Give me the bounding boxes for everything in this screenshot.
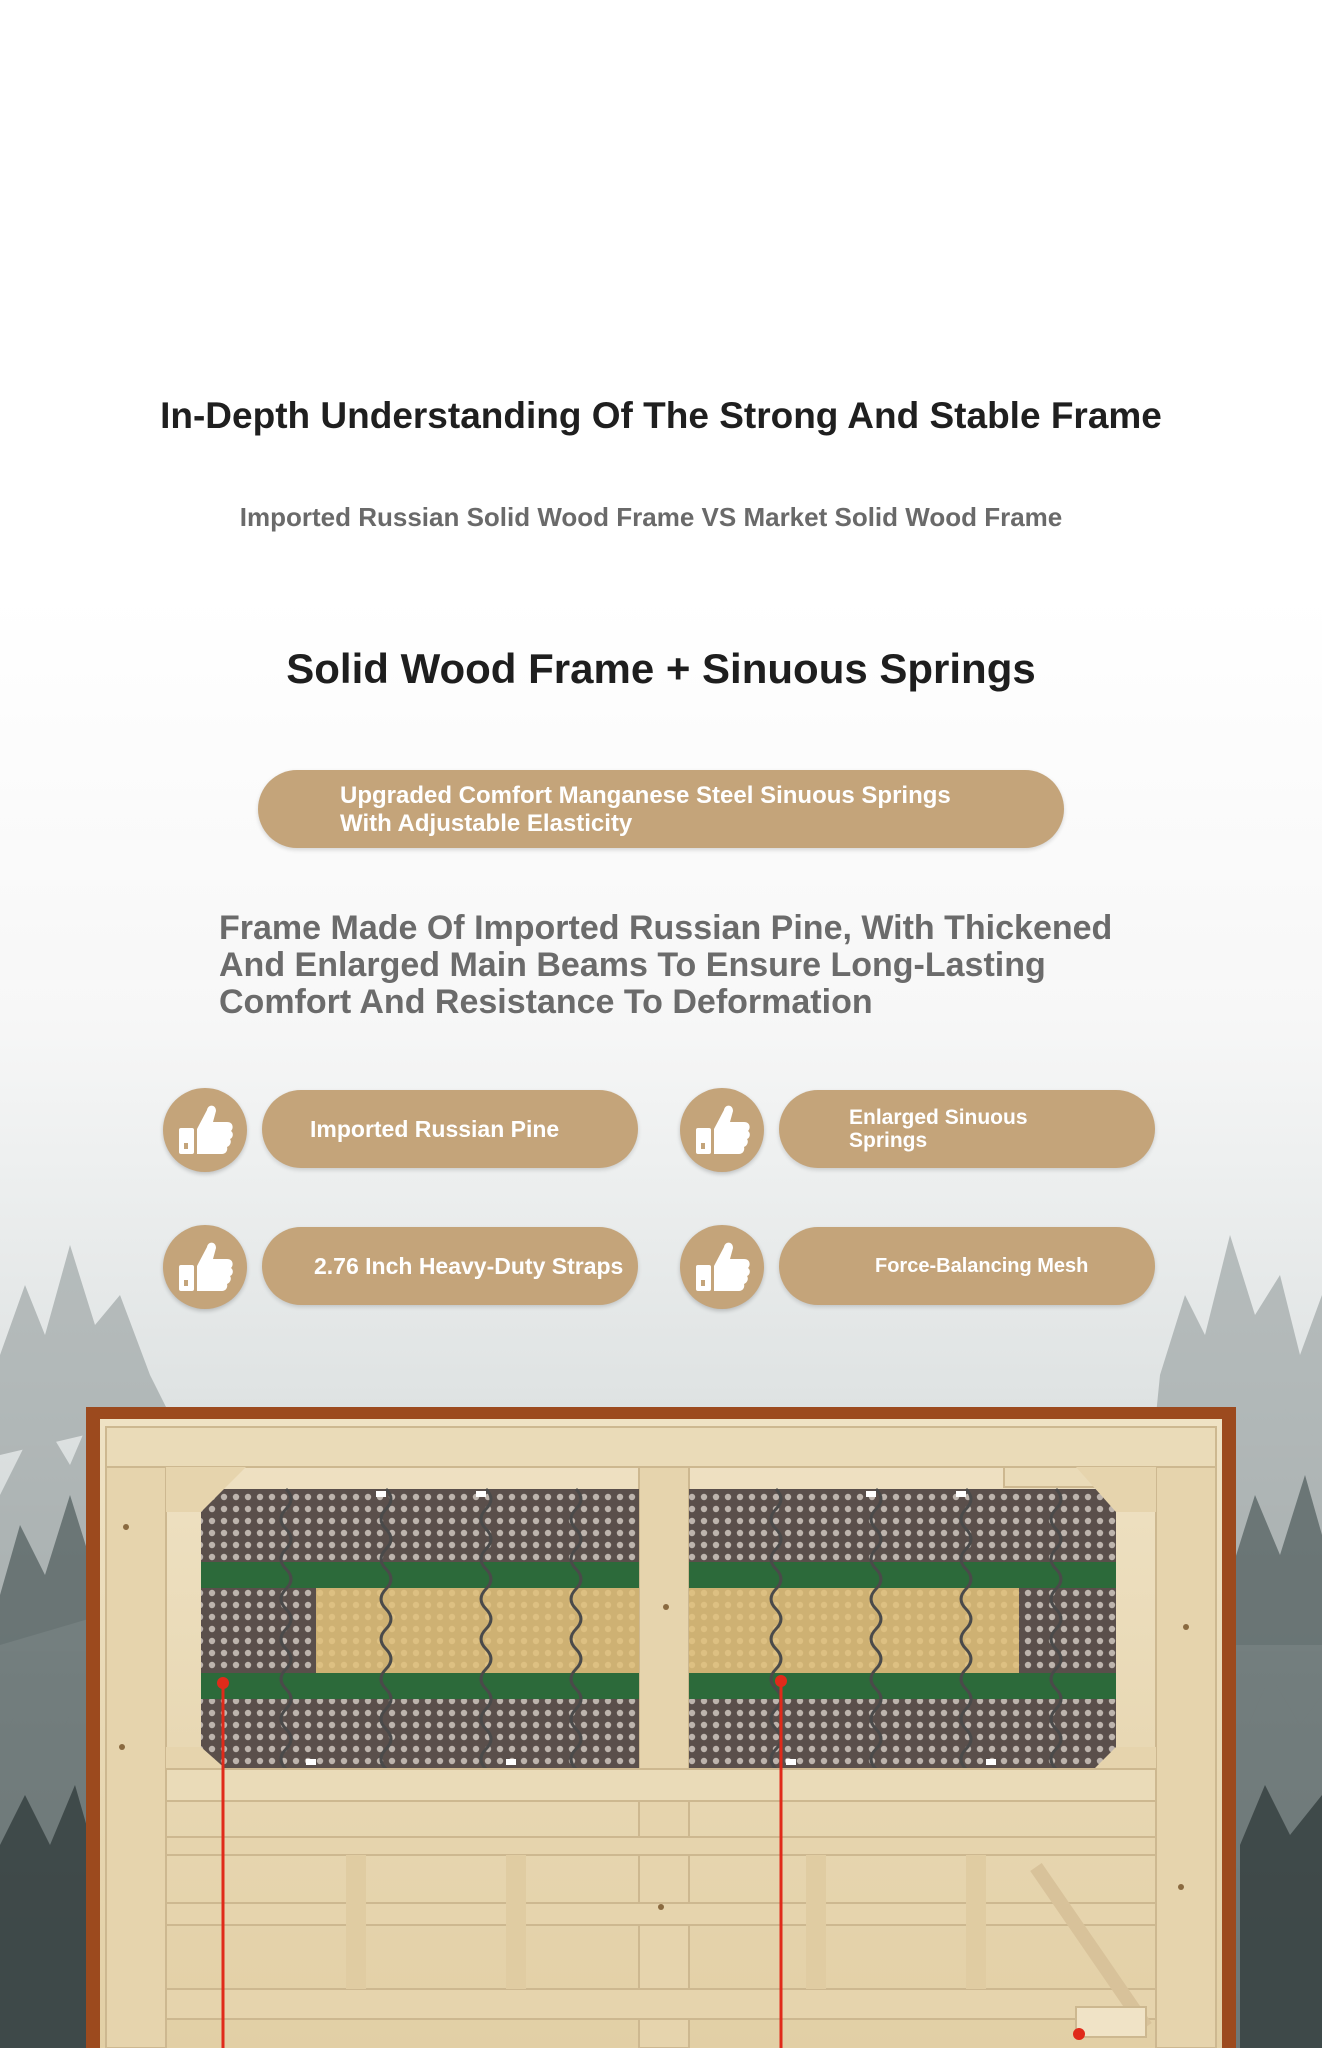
feature-label: Enlarged Sinuous Springs: [779, 1090, 1155, 1168]
section-title: Solid Wood Frame + Sinuous Springs: [286, 645, 1036, 692]
description-line: Frame Made Of Imported Russian Pine, With Thickened: [219, 909, 1113, 947]
header-section: [0, 0, 1322, 595]
comparison-subtitle: Imported Russian Solid Wood Frame VS Market Solid Wood Frame: [239, 502, 1063, 532]
thumbs-up-icon: [680, 1088, 764, 1172]
description-line: Comfort And Resistance To Deformation: [219, 983, 873, 1021]
feature-label: Force-Balancing Mesh: [779, 1227, 1155, 1305]
feature-label: 2.76 Inch Heavy-Duty Straps: [262, 1227, 638, 1305]
feature-label: Imported Russian Pine: [262, 1090, 638, 1168]
banner-line: Upgraded Comfort Manganese Steel Sinuous Springs: [340, 782, 951, 809]
feature-imported-russian-pine: [163, 1088, 663, 1178]
feature-heavy-duty-straps: [163, 1225, 663, 1315]
spring-banner: [258, 770, 1064, 848]
banner-line: With Adjustable Elasticity: [340, 810, 633, 837]
description-line: And Enlarged Main Beams To Ensure Long-Lasting: [219, 946, 1046, 984]
thumbs-up-icon: [680, 1225, 764, 1309]
product-scene: [0, 595, 1322, 2048]
thumbs-up-icon: [163, 1088, 247, 1172]
page-title: In-Depth Understanding Of The Strong And Stable Frame: [160, 395, 1162, 436]
frame-description: [219, 910, 1139, 1021]
feature-force-balancing-mesh: [680, 1225, 1180, 1315]
bed-frame-illustration: [86, 1407, 1236, 2048]
feature-enlarged-sinuous-springs: [680, 1088, 1180, 1178]
thumbs-up-icon: [163, 1225, 247, 1309]
